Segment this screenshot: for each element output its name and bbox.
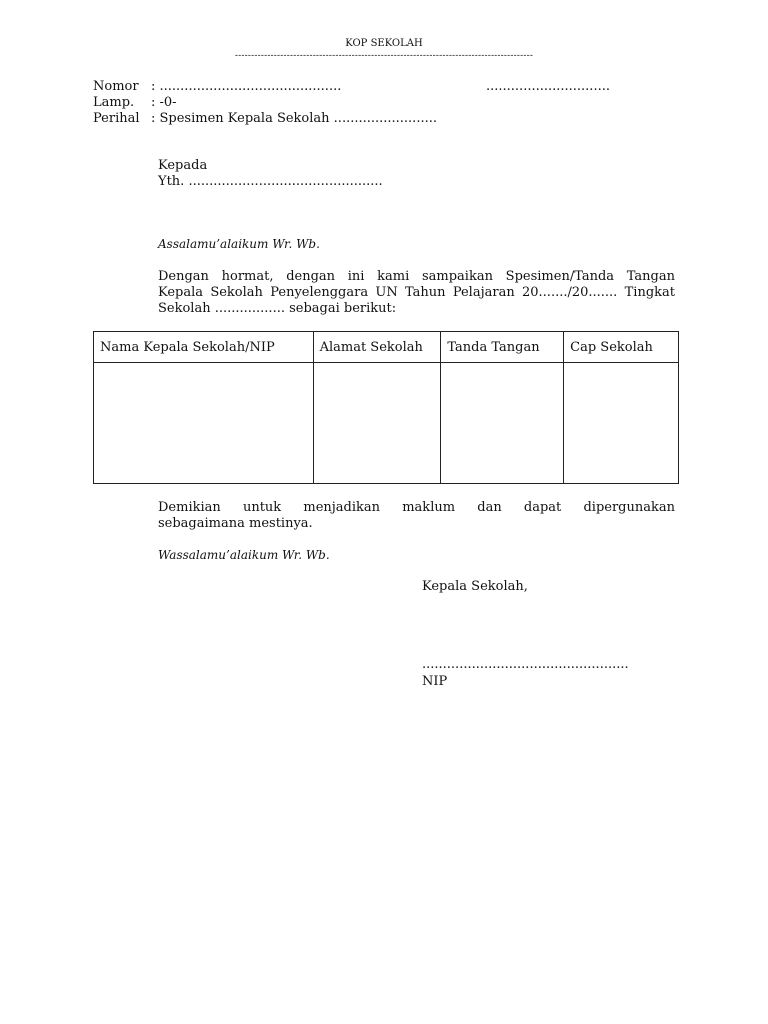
column-header-alamat: Alamat Sekolah — [313, 332, 441, 363]
letterhead-divider: -------------------------------------------------------------------------------------------- — [234, 51, 534, 61]
nomor-row — [93, 79, 341, 95]
recipient-kepada: Kepada — [158, 158, 208, 173]
signature-line: .................................................. — [422, 657, 629, 672]
lamp-row — [93, 95, 177, 111]
body-line: Dengan hormat, dengan ini kami sampaikan Spesimen/Tanda Tangan — [158, 269, 675, 284]
column-header-cap: Cap Sekolah — [564, 332, 679, 363]
lamp-label: Lamp. — [93, 95, 135, 110]
perihal-row — [93, 111, 437, 127]
specimen-table — [93, 331, 679, 484]
body-line: Kepala Sekolah Penyelenggara UN Tahun Pelajaran 20......./20....... Tingkat — [158, 285, 675, 300]
body-paragraph — [158, 269, 675, 317]
lamp-value: : -0- — [151, 95, 177, 110]
perihal-value: : Spesimen Kepala Sekolah ......................... — [151, 111, 437, 126]
table-cell-alamat — [313, 363, 441, 484]
nomor-label: Nomor — [93, 79, 139, 94]
table-cell-tanda-tangan — [441, 363, 564, 484]
signature-title: Kepala Sekolah, — [422, 579, 528, 594]
body-line: Sekolah ................. sebagai berikut: — [158, 301, 397, 316]
table-header-row — [94, 332, 679, 363]
letterhead-title: KOP SEKOLAH — [345, 38, 423, 49]
table-cell-cap — [564, 363, 679, 484]
table-row — [94, 363, 679, 484]
farewell: Wassalamu’alaikum Wr. Wb. — [158, 548, 330, 562]
closing-line: sebagaimana mestinya. — [158, 516, 313, 531]
greeting: Assalamu’alaikum Wr. Wb. — [158, 237, 320, 251]
perihal-label: Perihal — [93, 111, 140, 126]
column-header-nama: Nama Kepala Sekolah/NIP — [94, 332, 314, 363]
closing-paragraph — [158, 500, 675, 532]
recipient-yth: Yth. ............................................... — [158, 174, 383, 189]
column-header-tanda-tangan: Tanda Tangan — [441, 332, 564, 363]
date-placeholder: .............................. — [486, 79, 610, 94]
nomor-value: : ............................................ — [151, 79, 342, 94]
table-cell-nama — [94, 363, 314, 484]
signature-nip: NIP — [422, 674, 448, 689]
closing-line: Demikian untuk menjadikan maklum dan dapat dipergunakan — [158, 500, 675, 515]
